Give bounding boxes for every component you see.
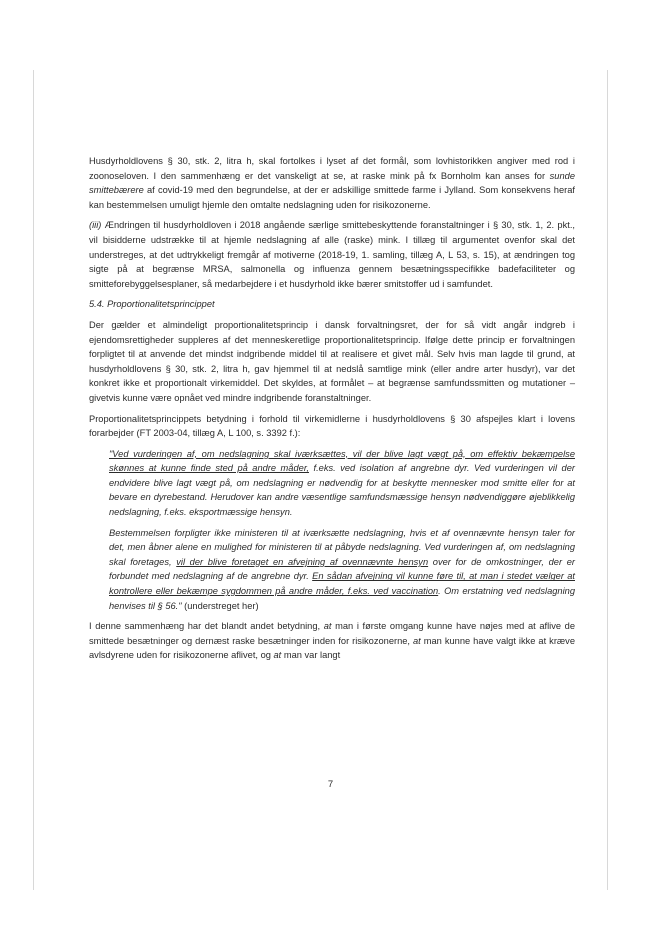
page-number: 7 — [327, 779, 334, 790]
quote-paragraph-1: "Ved vurderingen af, om nedslagning skal iværksættes, vil der blive lagt vægt på, om effektiv bekæmpelse skønnes at kunne finde sted på andre måder, f.eks. ved isolation af angrebne dyr. Ved vurderingen vil der endvidere blive lagt vægt på, om nedslagning er nødvendig for at beskytte mennesker mod smitte eller for at bevare en dyrebestand. Herudover kan andre væsentlige samfundsmæssige hensyn nødvendiggøre øjeblikkelig nedslagning, f.eks. eksportmæssige hensyn. — [109, 448, 575, 518]
underlined-text: En sådan afvejning vil kunne føre til, at man i stedet vælger at kontrollere eller bekæmpe sygdommen på andre måder, f.eks. ved vaccination — [109, 571, 575, 597]
underlined-text: "Ved vurderingen af, om nedslagning skal iværksættes, vil der blive lagt vægt på, om effektiv bekæmpelse skønnes at kunne finde sted på andre måder, — [109, 448, 575, 474]
emphasis: sunde smittebærere — [89, 170, 575, 196]
document-body — [89, 154, 575, 669]
paragraph-5: I denne sammenhæng har det blandt andet betydning, at man i første omgang kunne have nøjes med at aflive de smittede besætninger og dernæst raske besætninger inden for risikozonerne, at man kunne have valgt ikke at kræve avlsdyrene uden for risikozonerne aflivet, og at man var langt — [89, 621, 575, 661]
list-marker: (iii) — [89, 220, 102, 231]
section-heading: 5.4. Proportionalitetsprincippet — [89, 299, 215, 310]
quote-paragraph-2: Bestemmelsen forpligter ikke ministeren til at iværksætte nedslagning, hvis et af ovennævnte hensyn taler for det, men åbner alene en mulighed for ministeren til at påbyde nedslagning. Ved vurderingen af, om nedslagning skal foretages, vil der blive foretaget en afvejning af ovennævnte hensyn over for de omkostninger, der er forbundet med nedslagning af de angrebne dyr. En sådan afvejning vil kunne føre til, at man i stedet vælger at kontrollere eller bekæmpe sygdommen på andre måder, f.eks. ved vaccination. Om erstatning ved nedslagning henvises til § 56." (understreget her) — [109, 527, 576, 611]
page-edge-left — [33, 70, 34, 890]
block-quote — [109, 447, 575, 614]
page-edge-right — [607, 70, 608, 890]
paragraph-4: Proportionalitetsprincippets betydning i forhold til virkemidlerne i husdyrholdlovens § 30 afspejles klart i lovens forarbejder (FT 2003-04, tillæg A, L 100, s. 3392 f.): — [89, 413, 575, 439]
quote-note: (understreget her) — [181, 600, 259, 611]
paragraph-2: (iii) Ændringen til husdyrholdloven i 2018 angående særlige smittebeskyttende foranstaltninger i § 30, stk. 1, 2. pkt., vil bisidderne udstrække til at hjemle nedslagning af alle (raske) mink. I tillæg til argumentet ovenfor skal det understreges, at det udtrykkeligt fremgår af motiverne (2018-19, 1. samling, tillæg A, L 53, s. 15), at ændringen tog sigte på at begrænse MRSA, salmonella og influenza gennem besætningsspecifikke badefaciliteter og smitteforebyggelsesplaner, så medarbejdere i et husdyrhold ikke bærer smitstoffer ud i samfundet. — [89, 220, 575, 289]
paragraph-1: Husdyrholdlovens § 30, stk. 2, litra h, skal fortolkes i lyset af det formål, som lovhistorikken angiver med rod i zoonoseloven. I den sammenhæng er det vanskeligt at se, at raske mink på fx Bornholm kan anses for sunde smittebærere af covid-19 med den begrundelse, at der er adskillige smittede farme i Jylland. Som konsekvens heraf kan bestemmelsen umuligt hjemle den omtalte nedslagning uden for risikozonerne. — [89, 156, 575, 210]
underlined-text: vil der blive foretaget en afvejning af ovennævnte hensyn — [176, 556, 429, 567]
paragraph-3: Der gælder et almindeligt proportionalitetsprincip i dansk forvaltningsret, der for så vidt angår indgreb i ejendomsrettigheder suppleres af det menneskeretlige proportionalitetsprincip. Ifølge dette princip er forvaltningen forpligtet til at anvende det mindst indgribende middel til at realisere et givet mål. Selv hvis man lagde til grund, at husdyrholdlovens § 30, stk. 2, litra h, gav hjemmel til at nedslå samtlige mink (eller andre arter husdyr), var det konkret ikke et proportionalt virkemiddel. Det skyldes, at formålet – at begrænse samfundssmitten og mutationer – givetvis kunne være opnået ved mindre indgribende foranstaltninger. — [89, 319, 575, 403]
